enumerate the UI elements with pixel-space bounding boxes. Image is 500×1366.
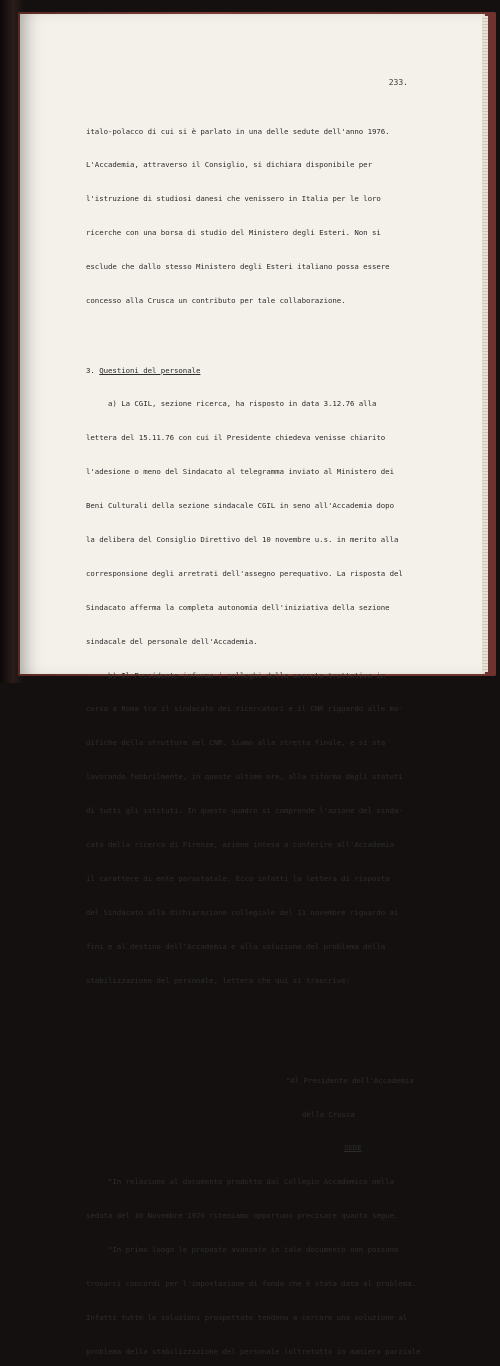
- text-line: L'Accademia, attraverso il Consiglio, si dichiara disponibile per: [86, 160, 372, 170]
- text-line: concesso alla Crusca un contributo per tale collaborazione.: [86, 296, 346, 306]
- text-line: cato della ricerca di Firenze, azione intesa a conferire all'Accademia: [86, 840, 394, 849]
- text-line: il carattere di ente parastatale. Ecco infatti la lettera di risposta: [86, 873, 390, 883]
- address-line: della Crusca: [302, 1109, 355, 1119]
- text-line: l'adesione o meno del Sindacato al telegramma inviato al Ministero dei: [86, 467, 394, 477]
- text-line: di tutti gli istituti. In questo quadro si comprende l'azione del sinda-: [86, 806, 403, 816]
- address-line: SEDE: [344, 1143, 362, 1153]
- text-line: sindacale del personale dell'Accademia.: [86, 636, 258, 646]
- text-line: lavorando febbrilmente, in queste ultime ore, alla riforma degli statuti: [86, 772, 403, 782]
- section-title: Questioni del personale: [99, 365, 201, 375]
- text-line: stabilizzazione del personale, lettera che qui si trascrive:: [86, 975, 350, 985]
- text-line: a) La CGIL, sezione ricerca, ha risposto in data 3.12.76 alla: [108, 399, 377, 409]
- text-line: l'istruzione di studiosi danesi che venissero in Italia per le loro: [86, 194, 381, 204]
- text-line: b) Il Presidente informa i colleghi della serrata trattativa in: [108, 670, 386, 680]
- text-line: del Sindacato alla dichiarazione collegiale del 11 novembre riguardo ai: [86, 907, 399, 917]
- page-edges: [482, 16, 488, 672]
- text-line: trovarci concordi per l'impostazione di fondo che è stata data al problema.: [86, 1278, 416, 1288]
- section-heading: [86, 365, 426, 376]
- text-line: fini e al destino dell'Accademia e alla soluzione del problema della: [86, 941, 386, 951]
- text-line: problema della stabilizzazione del personale (oltretutto in maniera parziale: [86, 1346, 421, 1356]
- page-number: 233.: [388, 78, 408, 87]
- text-line: seduta del 10 Novembre 1976 riteniamo opportuno precisare quanto segue.: [86, 1211, 399, 1221]
- text-line: la delibera del Consiglio Direttivo del 10 novembre u.s. in merito alla: [86, 534, 399, 544]
- text-line: italo-polacco di cui si è parlato in una delle sedute dell'anno 1976.: [86, 126, 390, 136]
- text-line: lettera del 15.11.76 con cui il Presidente chiedeva venisse chiarito: [86, 433, 386, 443]
- text-line: Sindacato afferma la completa autonomia dell'iniziativa della sezione: [86, 602, 390, 612]
- text-line: esclude che dallo stesso Ministero degli Esteri italiano possa essere: [86, 262, 390, 272]
- text-line: Beni Culturali della sezione sindacale CGIL in seno all'Accademia dopo: [86, 501, 394, 511]
- page-text: [86, 103, 426, 1366]
- text-line: corso a Roma tra il sindacato dei ricercatori e il CNR riguardo alle mo-: [86, 704, 403, 714]
- address-line: "Al Presidente dell'Accademia: [286, 1075, 414, 1085]
- section-number: 3.: [86, 365, 95, 375]
- text-line: "In primo luogo le proposte avanzate in tale documento non possono: [108, 1245, 399, 1255]
- text-line: corresponsione degli arretrati dell'assegno perequativo. La risposta del: [86, 568, 403, 578]
- text-line: difiche della struttura del CNR. Siamo alla stretta finale, e si sta: [86, 738, 386, 748]
- text-line: "In relazione al documento prodotto dal Collegio Accademico nella: [108, 1177, 394, 1187]
- text-line: Infatti tutte le soluzioni prospettate tendono a cercare una soluzione al: [86, 1312, 408, 1322]
- text-line: ricerche con una borsa di studio del Ministero degli Esteri. Non si: [86, 228, 381, 238]
